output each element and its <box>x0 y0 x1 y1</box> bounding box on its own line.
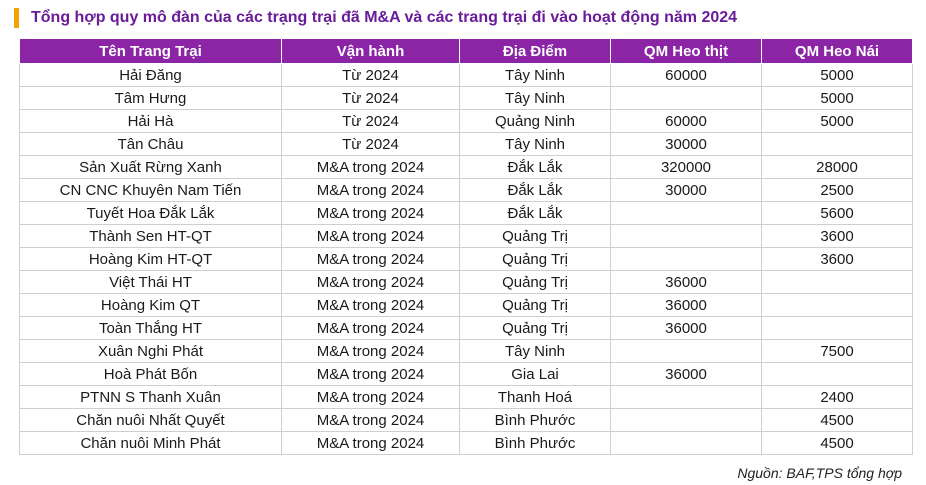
cell-operation: M&A trong 2024 <box>282 409 460 432</box>
cell-location: Quảng Trị <box>460 271 611 294</box>
header-location: Địa Điểm <box>460 39 611 64</box>
table-row <box>20 363 913 386</box>
table-row <box>20 294 913 317</box>
table-row <box>20 133 913 156</box>
cell-operation: M&A trong 2024 <box>282 340 460 363</box>
cell-operation: M&A trong 2024 <box>282 432 460 455</box>
cell-meat-pig-scale: 36000 <box>611 317 762 340</box>
cell-operation: M&A trong 2024 <box>282 363 460 386</box>
cell-operation: M&A trong 2024 <box>282 248 460 271</box>
cell-meat-pig-scale: 30000 <box>611 133 762 156</box>
cell-operation: M&A trong 2024 <box>282 317 460 340</box>
table-row <box>20 340 913 363</box>
cell-operation: M&A trong 2024 <box>282 225 460 248</box>
title-block <box>14 8 737 28</box>
cell-location: Quảng Ninh <box>460 110 611 133</box>
cell-location: Tây Ninh <box>460 133 611 156</box>
cell-farm-name: Hoà Phát Bốn <box>20 363 282 386</box>
cell-meat-pig-scale <box>611 202 762 225</box>
cell-operation: M&A trong 2024 <box>282 386 460 409</box>
cell-sow-scale: 4500 <box>762 432 913 455</box>
table-row <box>20 271 913 294</box>
header-operation: Vận hành <box>282 39 460 64</box>
cell-sow-scale <box>762 133 913 156</box>
cell-operation: M&A trong 2024 <box>282 179 460 202</box>
table-row <box>20 87 913 110</box>
cell-farm-name: Hoàng Kim QT <box>20 294 282 317</box>
table-header-row <box>20 39 913 64</box>
cell-meat-pig-scale: 60000 <box>611 110 762 133</box>
cell-sow-scale <box>762 271 913 294</box>
cell-location: Quảng Trị <box>460 248 611 271</box>
cell-sow-scale: 3600 <box>762 225 913 248</box>
cell-location: Bình Phước <box>460 432 611 455</box>
cell-farm-name: Hải Đăng <box>20 64 282 87</box>
cell-farm-name: Tâm Hưng <box>20 87 282 110</box>
table-row <box>20 179 913 202</box>
cell-meat-pig-scale: 36000 <box>611 294 762 317</box>
cell-meat-pig-scale <box>611 87 762 110</box>
cell-operation: M&A trong 2024 <box>282 156 460 179</box>
cell-sow-scale: 5000 <box>762 110 913 133</box>
cell-farm-name: CN CNC Khuyên Nam Tiến <box>20 179 282 202</box>
cell-meat-pig-scale: 60000 <box>611 64 762 87</box>
cell-meat-pig-scale <box>611 409 762 432</box>
source-note: Nguồn: BAF,TPS tổng hợp <box>737 465 902 481</box>
cell-farm-name: Hải Hà <box>20 110 282 133</box>
cell-location: Thanh Hoá <box>460 386 611 409</box>
cell-sow-scale: 3600 <box>762 248 913 271</box>
cell-farm-name: Hoàng Kim HT-QT <box>20 248 282 271</box>
cell-location: Đắk Lắk <box>460 156 611 179</box>
cell-location: Đắk Lắk <box>460 179 611 202</box>
table-row <box>20 64 913 87</box>
header-farm-name: Tên Trang Trại <box>20 39 282 64</box>
table-row <box>20 386 913 409</box>
table-body <box>20 64 913 455</box>
cell-farm-name: Chăn nuôi Minh Phát <box>20 432 282 455</box>
header-meat-pig-scale: QM Heo thịt <box>611 39 762 64</box>
cell-sow-scale: 2400 <box>762 386 913 409</box>
cell-meat-pig-scale <box>611 340 762 363</box>
cell-farm-name: Xuân Nghi Phát <box>20 340 282 363</box>
cell-farm-name: Toàn Thắng HT <box>20 317 282 340</box>
cell-meat-pig-scale: 36000 <box>611 271 762 294</box>
cell-meat-pig-scale: 36000 <box>611 363 762 386</box>
cell-meat-pig-scale: 320000 <box>611 156 762 179</box>
cell-location: Tây Ninh <box>460 64 611 87</box>
cell-sow-scale <box>762 317 913 340</box>
cell-location: Gia Lai <box>460 363 611 386</box>
cell-location: Quảng Trị <box>460 317 611 340</box>
cell-location: Đắk Lắk <box>460 202 611 225</box>
cell-operation: Từ 2024 <box>282 64 460 87</box>
cell-location: Quảng Trị <box>460 294 611 317</box>
cell-farm-name: Thành Sen HT-QT <box>20 225 282 248</box>
cell-farm-name: Tân Châu <box>20 133 282 156</box>
table-row <box>20 156 913 179</box>
cell-operation: M&A trong 2024 <box>282 294 460 317</box>
table-row <box>20 248 913 271</box>
cell-meat-pig-scale <box>611 248 762 271</box>
cell-location: Quảng Trị <box>460 225 611 248</box>
cell-sow-scale: 7500 <box>762 340 913 363</box>
page-title: Tổng hợp quy mô đàn của các trạng trại đã M&A và các trang trại đi vào hoạt động năm 2024 <box>31 9 738 26</box>
title-accent-bar <box>14 8 19 28</box>
cell-sow-scale: 4500 <box>762 409 913 432</box>
table-row <box>20 225 913 248</box>
cell-operation: Từ 2024 <box>282 133 460 156</box>
cell-sow-scale <box>762 294 913 317</box>
cell-operation: M&A trong 2024 <box>282 271 460 294</box>
cell-operation: Từ 2024 <box>282 110 460 133</box>
table-row <box>20 409 913 432</box>
cell-meat-pig-scale <box>611 225 762 248</box>
cell-location: Bình Phước <box>460 409 611 432</box>
cell-operation: Từ 2024 <box>282 87 460 110</box>
cell-sow-scale <box>762 363 913 386</box>
cell-location: Tây Ninh <box>460 87 611 110</box>
cell-operation: M&A trong 2024 <box>282 202 460 225</box>
cell-sow-scale: 2500 <box>762 179 913 202</box>
cell-meat-pig-scale <box>611 432 762 455</box>
table-row <box>20 317 913 340</box>
cell-farm-name: Tuyết Hoa Đắk Lắk <box>20 202 282 225</box>
table-row <box>20 110 913 133</box>
table-row <box>20 432 913 455</box>
cell-farm-name: Việt Thái HT <box>20 271 282 294</box>
cell-farm-name: Chăn nuôi Nhất Quyết <box>20 409 282 432</box>
cell-sow-scale: 28000 <box>762 156 913 179</box>
table-row <box>20 202 913 225</box>
cell-location: Tây Ninh <box>460 340 611 363</box>
cell-farm-name: Sản Xuất Rừng Xanh <box>20 156 282 179</box>
cell-sow-scale: 5000 <box>762 87 913 110</box>
cell-sow-scale: 5600 <box>762 202 913 225</box>
header-sow-scale: QM Heo Nái <box>762 39 913 64</box>
cell-meat-pig-scale: 30000 <box>611 179 762 202</box>
cell-sow-scale: 5000 <box>762 64 913 87</box>
farm-table <box>19 38 913 455</box>
cell-meat-pig-scale <box>611 386 762 409</box>
cell-farm-name: PTNN S Thanh Xuân <box>20 386 282 409</box>
